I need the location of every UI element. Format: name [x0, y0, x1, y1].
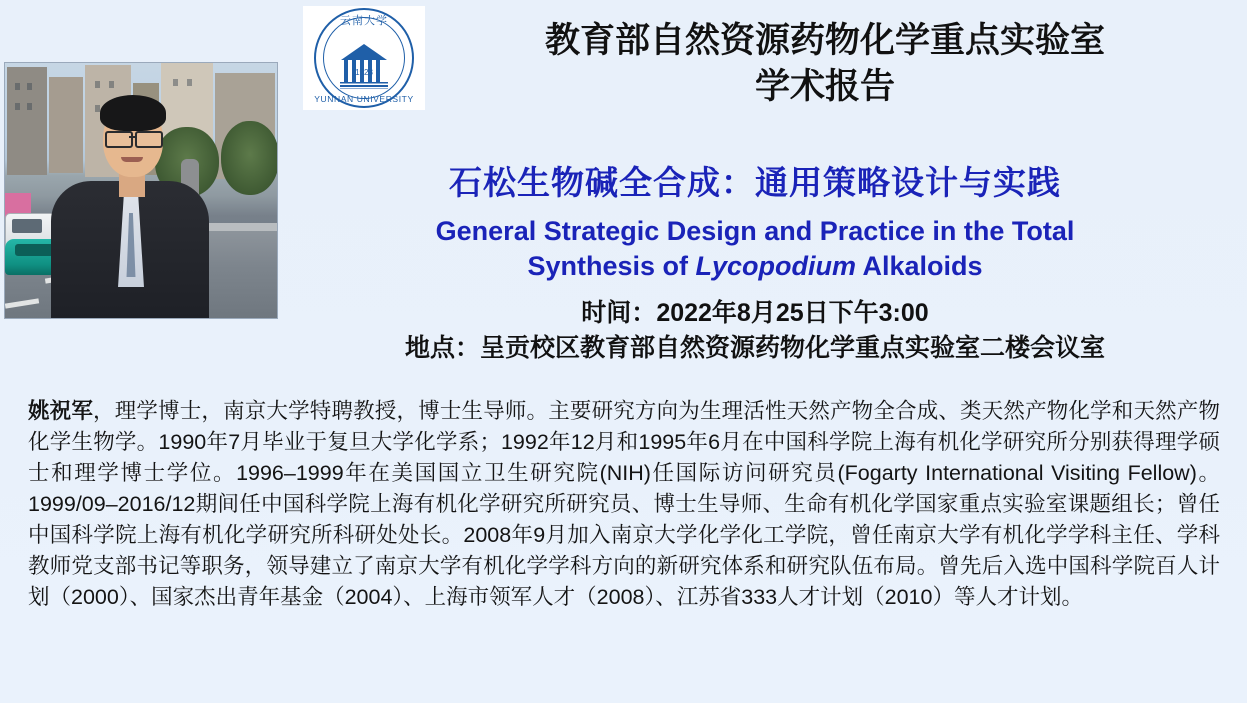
- van-window-shape: [12, 219, 42, 233]
- time-label: 时间：: [581, 299, 657, 327]
- header-line-type: 学术报告: [754, 67, 895, 106]
- header-line-lab: 教育部自然资源药物化学重点实验室: [544, 21, 1105, 60]
- logo-founding-year: 1923: [355, 68, 373, 77]
- window-shape: [27, 103, 32, 110]
- speaker-biography: [28, 396, 1220, 613]
- window-shape: [95, 81, 100, 88]
- place-value: 呈贡校区教育部自然资源药物化学重点实验室二楼会议室: [480, 334, 1106, 362]
- window-shape: [15, 83, 20, 90]
- logo-steps-icon: [340, 82, 388, 89]
- title-en-part-b: Alkaloids: [856, 251, 983, 281]
- title-en-part-a: Synthesis of: [527, 251, 696, 281]
- window-shape: [27, 83, 32, 90]
- lecture-details: [290, 296, 1220, 366]
- eyeglasses-right-lens: [135, 131, 163, 148]
- speaker-hair: [100, 95, 166, 131]
- logo-gate-roof-icon: [341, 44, 387, 60]
- lecture-title-english: [290, 214, 1220, 284]
- window-shape: [187, 79, 192, 86]
- lecture-place-line: [290, 331, 1220, 366]
- speaker-mouth: [121, 157, 143, 162]
- lecture-title-english-line1: General Strategic Design and Practice in the Total: [435, 216, 1075, 246]
- window-shape: [109, 81, 114, 88]
- logo-inner-ring: [323, 17, 405, 99]
- time-value: 2022年8月25日下午3:00: [656, 299, 929, 327]
- title-en-genus: Lycopodium: [695, 251, 856, 281]
- speaker-name: 姚祝军: [28, 399, 94, 423]
- eyeglasses-left-lens: [105, 131, 133, 148]
- car-window-shape: [15, 244, 55, 256]
- speaker-photo: [4, 62, 278, 319]
- speaker-bio-text: ，理学博士，南京大学特聘教授，博士生导师。主要研究方向为生理活性天然产物全合成、类天然产物化学和天然产物化学生物学。1990年7月毕业于复旦大学化学系；1992年12月和1995年6月在中国科学院上海有机化学研究所分别获得理学硕士和理学博士学位。1996–1999年在美国国立卫生研究院(NIH)任国际访问研究员(Fogarty International Visiting Fellow)。1999/09–2016/12期间任中国科学院上海有机化学研究所研究员、博士生导师、生命有机化学国家重点实验室课题组长；曾任中国科学院上海有机化学研究所科研处处长。2008年9月加入南京大学化学化工学院，曾任南京大学有机化学学科主任、学科教师党支部书记等职务，领导建立了南京大学有机化学学科方向的新研究体系和研究队伍布局。曾先后入选中国科学院百人计划（2000）、国家杰出青年基金（2004）、上海市领军人才（2008）、江苏省333人才计划（2010）等人才计划。: [28, 399, 1220, 609]
- logo-chinese-name: 云南大学: [340, 15, 388, 27]
- place-label: 地点：: [404, 334, 480, 362]
- tree-shape: [221, 121, 278, 195]
- eyeglasses-bridge: [129, 136, 137, 138]
- university-logo: [303, 6, 425, 110]
- photo-background-scene: [5, 63, 277, 318]
- building-shape: [49, 77, 83, 173]
- poster-header: [430, 18, 1220, 110]
- lecture-title-chinese: 石松生物碱全合成：通用策略设计与实践: [449, 164, 1061, 201]
- lecture-time-line: [290, 296, 1220, 331]
- lecture-title-english-line2: [290, 249, 1220, 284]
- window-shape: [15, 103, 20, 110]
- window-shape: [173, 79, 178, 86]
- logo-english-name: YUNNAN UNIVERSITY: [314, 94, 414, 104]
